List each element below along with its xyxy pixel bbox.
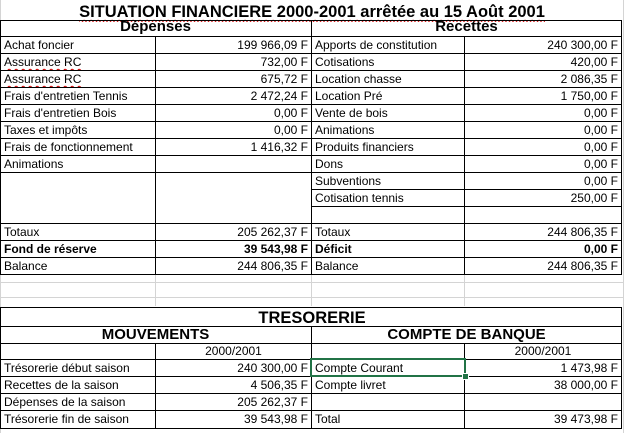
compte-header: COMPTE DE BANQUE: [387, 326, 546, 343]
recette-label[interactable]: Dons: [315, 157, 344, 171]
recette-label[interactable]: Location Pré: [315, 89, 383, 103]
depenses-header: Dépenses: [120, 18, 191, 35]
totaux-label[interactable]: Totaux: [4, 225, 40, 239]
mouvement-label[interactable]: Trésorerie fin de saison: [4, 412, 129, 426]
recette-amount[interactable]: 0,00 F: [583, 123, 618, 137]
gridline: [0, 282, 624, 283]
recette-amount[interactable]: 0,00 F: [583, 140, 618, 154]
border: [311, 206, 622, 207]
recette-amount[interactable]: 2 086,35 F: [560, 72, 618, 86]
depense-label[interactable]: Frais d'entretien Bois: [4, 106, 117, 120]
tresorerie-title: TRESORERIE: [258, 309, 366, 327]
depense-label[interactable]: Assurance RC: [4, 55, 82, 69]
mouvements-header: MOUVEMENTS: [101, 326, 210, 343]
recette-label[interactable]: Produits financiers: [315, 140, 414, 154]
gridline: [0, 297, 624, 298]
mouvement-amount[interactable]: 4 506,35 F: [250, 378, 308, 392]
gridline: [311, 274, 312, 306]
year-right: 2000/2001: [514, 344, 572, 358]
compte-amount[interactable]: 39 473,98 F: [553, 412, 618, 426]
recette-label[interactable]: Cotisations: [315, 55, 375, 69]
mouvement-label[interactable]: Trésorerie début saison: [4, 361, 130, 375]
recette-label[interactable]: Apports de constitution: [315, 38, 438, 52]
totaux-recettes[interactable]: 244 806,35 F: [547, 225, 618, 239]
recette-amount[interactable]: 420,00 F: [570, 55, 618, 69]
totaux-depenses[interactable]: 205 262,37 F: [237, 225, 308, 239]
recette-amount[interactable]: 0,00 F: [583, 174, 618, 188]
balance-depenses[interactable]: 244 806,35 F: [237, 259, 308, 273]
deficit-amount[interactable]: 0,00 F: [583, 242, 618, 256]
depense-amount[interactable]: 2 472,24 F: [250, 89, 308, 103]
active-cell-selection[interactable]: [310, 358, 466, 377]
deficit-label[interactable]: Déficit: [315, 242, 352, 256]
compte-amount[interactable]: 1 473,98 F: [560, 361, 618, 375]
fill-handle[interactable]: [462, 373, 469, 380]
compte-label[interactable]: Compte livret: [315, 378, 386, 392]
report-title: SITUATION FINANCIERE 2000-2001 arrêtée au 15 Août 2001: [79, 3, 545, 21]
depense-label[interactable]: Assurance RC: [4, 72, 82, 86]
depense-label[interactable]: Taxes et impôts: [4, 123, 88, 137]
balance-label[interactable]: Balance: [4, 259, 48, 273]
mouvement-amount[interactable]: 39 543,98 F: [243, 412, 308, 426]
mouvement-amount[interactable]: 205 262,37 F: [237, 395, 308, 409]
mouvement-label[interactable]: Dépenses de la saison: [4, 395, 126, 409]
recette-amount[interactable]: 250,00 F: [570, 191, 618, 205]
depense-label[interactable]: Animations: [4, 157, 64, 171]
recette-label[interactable]: Subventions: [315, 174, 382, 188]
compte-amount[interactable]: 38 000,00 F: [553, 378, 618, 392]
depense-amount[interactable]: 675,72 F: [260, 72, 308, 86]
balance-recettes[interactable]: 244 806,35 F: [547, 259, 618, 273]
recette-amount[interactable]: 0,00 F: [583, 157, 618, 171]
depense-amount[interactable]: 0,00 F: [273, 106, 308, 120]
depense-amount[interactable]: 0,00 F: [273, 123, 308, 137]
depense-label[interactable]: Achat foncier: [4, 38, 75, 52]
depense-amount[interactable]: 199 966,09 F: [237, 38, 308, 52]
mouvement-amount[interactable]: 240 300,00 F: [237, 361, 308, 375]
totaux-label[interactable]: Totaux: [315, 225, 351, 239]
depense-label[interactable]: Frais de fonctionnement: [4, 140, 133, 154]
border: [0, 274, 622, 275]
recette-label[interactable]: Location chasse: [315, 72, 402, 86]
recette-amount[interactable]: 0,00 F: [583, 106, 618, 120]
depense-label[interactable]: Frais d'entretien Tennis: [4, 89, 128, 103]
fond-reserve-label[interactable]: Fond de réserve: [4, 242, 97, 256]
year-left: 2000/2001: [205, 344, 262, 358]
compte-label[interactable]: Compte Courant: [315, 361, 404, 375]
recette-amount[interactable]: 1 750,00 F: [560, 89, 618, 103]
border: [0, 428, 622, 429]
fond-reserve-amount[interactable]: 39 543,98 F: [243, 242, 308, 256]
depense-amount[interactable]: 1 416,32 F: [250, 140, 308, 154]
recettes-header: Recettes: [435, 18, 498, 35]
depense-amount[interactable]: 732,00 F: [260, 55, 308, 69]
recette-label[interactable]: Animations: [315, 123, 375, 137]
mouvement-label[interactable]: Recettes de la saison: [4, 378, 119, 392]
balance-label[interactable]: Balance: [315, 259, 359, 273]
recette-amount[interactable]: 240 300,00 F: [547, 38, 618, 52]
gridline: [155, 274, 156, 306]
compte-label[interactable]: Total: [315, 412, 341, 426]
recette-label[interactable]: Vente de bois: [315, 106, 388, 120]
gridline: [464, 274, 465, 306]
recette-label[interactable]: Cotisation tennis: [315, 191, 404, 205]
border: [621, 20, 622, 274]
